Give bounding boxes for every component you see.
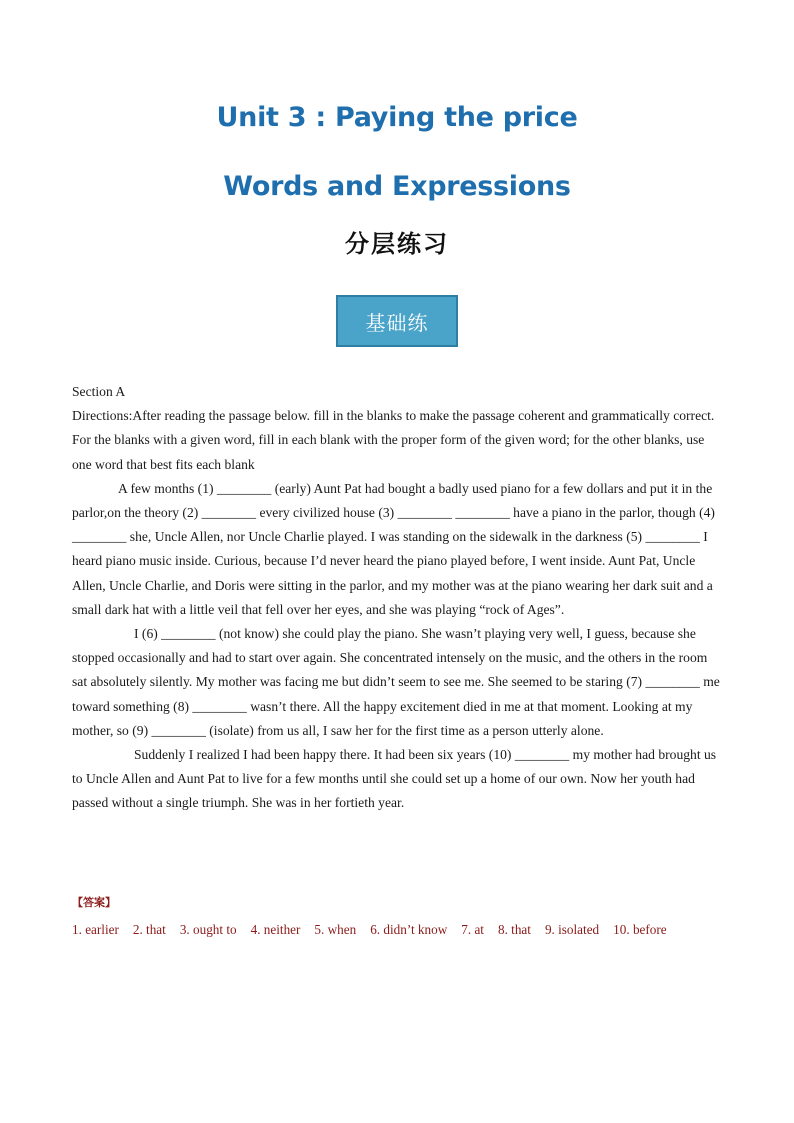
answer-item: 7. at — [461, 922, 484, 937]
unit-title: Unit 3 : Paying the price — [216, 102, 578, 133]
directions-text: Directions:After reading the passage below. fill in the blanks to make the passage coherent and grammatically correct. For the blanks with a given word, fill in each blank with the proper form of the given word; for the other blanks, use one word that best fits each blank — [72, 408, 715, 472]
answer-item: 8. that — [497, 922, 531, 937]
section-label: Section A — [72, 384, 126, 399]
answer-label: 【答案】 — [72, 896, 116, 909]
level-badge: 基础练 — [336, 295, 458, 347]
passage-paragraph-1: A few months (1) ________ (early) Aunt Pat had bought a badly used piano for a few dollars and put it in the parlor,on the theory (2) ________ every civilized house (3) ________ ________ have a piano in the parlor, though (4) ________ she, Uncle Allen, nor Uncle Charlie played. I was standing on the sidewalk in the darkness (5) ________ I heard piano music inside. Curious, because I’d never heard the piano played before, I went inside. Aunt Pat, Uncle Allen, Uncle Charlie, and Doris were sitting in the parlor, and my mother was at the piano wearing her dark suit and a small dark hat with a little veil that fell over her eyes, and she was playing “rock of Ages”. — [72, 480, 715, 617]
passage-paragraph-2: I (6) ________ (not know) she could play the piano. She wasn’t playing very well, I guess, because she stopped occasionally and had to start over again. She concentrated intensely on the music, and the others in the room sat absolutely silently. My mother was facing me but didn’t seem to see me. She seemed to be staring (7) ________ me toward something (8) ________ wasn’t there. All the happy excitement died in me at that moment. Looking at my mother, so (9) ________ (isolate) from us all, I saw her for the first time as a person utterly alone. — [72, 626, 720, 738]
answer-item: 5. when — [314, 922, 357, 937]
answer-item: 10. before — [613, 922, 667, 937]
section-title: Words and Expressions — [223, 171, 571, 202]
answer-item: 4. neither — [250, 922, 301, 937]
subtitle: 分层练习 — [345, 230, 449, 258]
exercise-content — [72, 380, 722, 816]
passage-paragraph-3: Suddenly I realized I had been happy there. It had been six years (10) ________ my mother had brought us to Uncle Allen and Aunt Pat to live for a few months until she could set up a home of our own. Now her youth had passed without a single triumph. She was in her fortieth year. — [72, 747, 717, 811]
answer-item: 2. that — [132, 922, 166, 937]
answer-item: 6. didn’t know — [370, 922, 448, 937]
answer-list — [72, 917, 722, 942]
answer-item: 1. earlier — [72, 922, 119, 937]
answer-item: 9. isolated — [544, 922, 600, 937]
answer-item: 3. ought to — [179, 922, 237, 937]
answer-block — [72, 890, 722, 942]
